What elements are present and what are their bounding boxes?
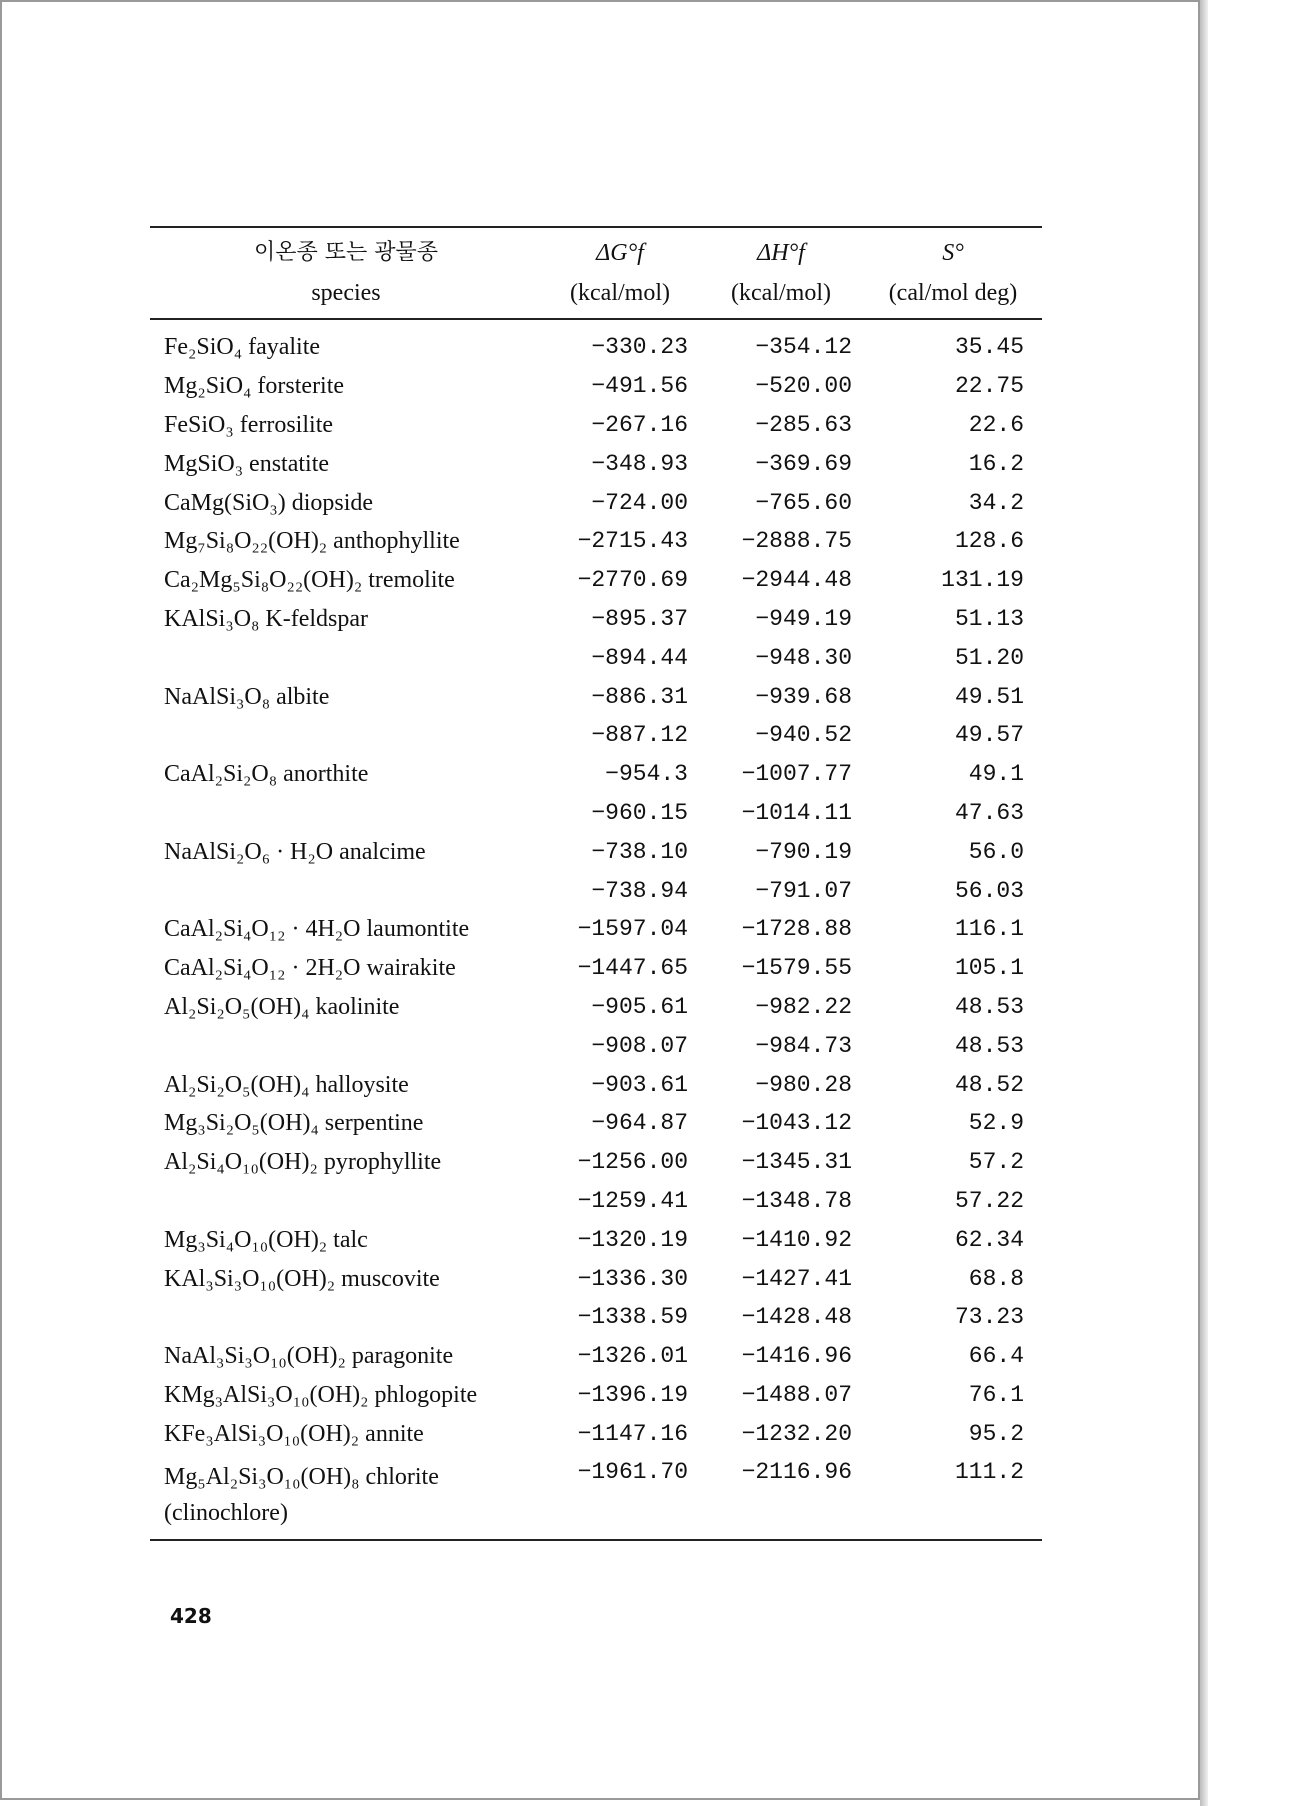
gibbs-value-cell: −1326.01: [577, 1343, 688, 1370]
header-species-ko: 이온종 또는 광물종: [253, 240, 438, 265]
species-cell: [150, 601, 542, 637]
entropy-value-cell: 105.1: [954, 955, 1024, 982]
enthalpy-value-cell: −984.73: [755, 1032, 852, 1059]
enthalpy-value-cell: −354.12: [755, 334, 852, 361]
entropy-value-cell: 111.2: [954, 1459, 1024, 1486]
enthalpy-value-cell: −1728.88: [741, 916, 852, 943]
enthalpy-value-cell: −980.28: [755, 1071, 852, 1098]
species-name: CaAl₂Si₄O₁₂ · 2H₂O wairakite: [164, 955, 456, 982]
species-cell: [150, 407, 542, 443]
enthalpy-value-cell: −1348.78: [741, 1187, 852, 1214]
bottom-rule: [150, 1539, 1042, 1541]
species-cell: [150, 1067, 542, 1103]
gibbs-value-cell: −2770.69: [577, 567, 688, 594]
table-header: [150, 228, 1042, 318]
header-entropy-symbol: S°: [942, 240, 964, 266]
species-cell: [150, 1261, 542, 1297]
gibbs-value-cell: −905.61: [591, 993, 688, 1020]
gibbs-value-cell: −903.61: [591, 1071, 688, 1098]
gibbs-value-cell: −1336.30: [577, 1265, 688, 1292]
table-row: [150, 483, 1042, 522]
gibbs-value-cell: −2715.43: [577, 528, 688, 555]
gibbs-value-cell: −1338.59: [577, 1304, 688, 1331]
entropy-value-cell: 131.19: [941, 567, 1024, 594]
entropy-value-cell: 73.23: [954, 1304, 1024, 1331]
entropy-value-cell: 48.52: [954, 1071, 1024, 1098]
header-species: [150, 228, 542, 318]
species-cell: [150, 329, 542, 365]
enthalpy-value-cell: −369.69: [755, 450, 852, 477]
enthalpy-value-cell: −2888.75: [741, 528, 852, 555]
entropy-value-cell: 51.13: [954, 605, 1024, 632]
enthalpy-value-cell: −949.19: [755, 605, 852, 632]
header-gibbs-symbol: ΔG°f: [596, 240, 644, 266]
enthalpy-value-cell: −2116.96: [741, 1459, 852, 1486]
gibbs-value-cell: −738.94: [591, 877, 688, 904]
table-row: [150, 600, 1042, 639]
enthalpy-value-cell: −791.07: [755, 877, 852, 904]
table-row: [150, 1376, 1042, 1415]
table-row: [150, 444, 1042, 483]
table-row: [150, 1143, 1042, 1182]
entropy-value-cell: 52.9: [968, 1110, 1024, 1137]
species-name: Mg₇Si₈O₂₂(OH)₂ anthophyllite: [164, 528, 460, 555]
table-row: [150, 638, 1042, 677]
species-name: Mg₂SiO₄ forsterite: [164, 373, 345, 400]
gibbs-value-cell: −1259.41: [577, 1187, 688, 1214]
gibbs-value-cell: −894.44: [591, 644, 688, 671]
species-name: Al₂Si₂O₅(OH)₄ halloysite: [164, 1071, 409, 1098]
header-enthalpy-symbol: ΔH°f: [757, 240, 805, 266]
species-cell: [150, 989, 542, 1025]
enthalpy-value-cell: −1427.41: [741, 1265, 852, 1292]
table-row: [150, 1298, 1042, 1337]
table-row: [150, 949, 1042, 988]
entropy-value-cell: 49.57: [954, 722, 1024, 749]
species-cell: [150, 679, 542, 715]
entropy-value-cell: 128.6: [954, 528, 1024, 555]
table-row: [150, 1026, 1042, 1065]
entropy-value-cell: 56.0: [968, 838, 1024, 865]
table-row: [150, 406, 1042, 445]
gibbs-value-cell: −886.31: [591, 683, 688, 710]
page-edge-shadow: [1200, 0, 1208, 1806]
enthalpy-value-cell: −520.00: [755, 373, 852, 400]
gibbs-value-cell: −887.12: [591, 722, 688, 749]
table-row: [150, 988, 1042, 1027]
enthalpy-value-cell: −790.19: [755, 838, 852, 865]
gibbs-value-cell: −1396.19: [577, 1381, 688, 1408]
header-enthalpy: [698, 228, 864, 318]
header-gibbs: [542, 228, 698, 318]
gibbs-value-cell: −1320.19: [577, 1226, 688, 1253]
table-row: [150, 1259, 1042, 1298]
table-row: [150, 561, 1042, 600]
species-cell: [150, 1144, 542, 1180]
species-name: KAl₃Si₃O₁₀(OH)₂ muscovite: [164, 1265, 440, 1292]
header-entropy: [864, 228, 1042, 318]
enthalpy-value-cell: −948.30: [755, 644, 852, 671]
species-name: Al₂Si₄O₁₀(OH)₂ pyrophyllite: [164, 1149, 442, 1176]
entropy-value-cell: 68.8: [968, 1265, 1024, 1292]
entropy-value-cell: 49.1: [968, 761, 1024, 788]
enthalpy-value-cell: −939.68: [755, 683, 852, 710]
enthalpy-value-cell: −765.60: [755, 489, 852, 516]
table-row: [150, 1337, 1042, 1376]
entropy-value-cell: 35.45: [954, 334, 1024, 361]
species-name: Ca₂Mg₅Si₈O₂₂(OH)₂ tremolite: [164, 567, 455, 594]
species-cell: [150, 1416, 542, 1452]
entropy-value-cell: 56.03: [954, 877, 1024, 904]
gibbs-value-cell: −738.10: [591, 838, 688, 865]
gibbs-value-cell: −908.07: [591, 1032, 688, 1059]
species-name: KFe₃AlSi₃O₁₀(OH)₂ annite: [164, 1420, 424, 1447]
gibbs-value-cell: −330.23: [591, 334, 688, 361]
gibbs-value-cell: −895.37: [591, 605, 688, 632]
entropy-value-cell: 95.2: [968, 1420, 1024, 1447]
table-row: [150, 677, 1042, 716]
table-row: [150, 328, 1042, 367]
enthalpy-value-cell: −1232.20: [741, 1420, 852, 1447]
entropy-value-cell: 48.53: [954, 993, 1024, 1020]
table-row: [150, 367, 1042, 406]
enthalpy-value-cell: −1345.31: [741, 1149, 852, 1176]
species-name: FeSiO₃ ferrosilite: [164, 411, 334, 438]
gibbs-value-cell: −1256.00: [577, 1149, 688, 1176]
header-species-en: species: [311, 280, 381, 306]
species-cell: [150, 911, 542, 947]
gibbs-value-cell: −267.16: [591, 411, 688, 438]
table-row: [150, 1414, 1042, 1453]
enthalpy-value-cell: −1488.07: [741, 1381, 852, 1408]
table-row: [150, 1065, 1042, 1104]
species-cell: [150, 368, 542, 404]
species-name: CaMg(SiO₃) diopside: [164, 489, 374, 516]
species-name: NaAlSi₃O₈ albite: [164, 683, 330, 710]
species-name: NaAlSi₂O₆ · H₂O analcime: [164, 838, 426, 865]
species-cell: [150, 1459, 542, 1531]
species-cell: [150, 523, 542, 559]
gibbs-value-cell: −954.3: [605, 761, 688, 788]
enthalpy-value-cell: −940.52: [755, 722, 852, 749]
species-cell: [150, 1105, 542, 1141]
entropy-value-cell: 62.34: [954, 1226, 1024, 1253]
entropy-value-cell: 66.4: [968, 1343, 1024, 1370]
table-row: [150, 1104, 1042, 1143]
species-name: MgSiO₃ enstatite: [164, 450, 330, 477]
entropy-value-cell: 16.2: [968, 450, 1024, 477]
header-enthalpy-unit: (kcal/mol): [731, 280, 831, 306]
species-name: CaAl₂Si₄O₁₂ · 4H₂O laumontite: [164, 916, 470, 943]
entropy-value-cell: 22.75: [954, 373, 1024, 400]
page-number: 428: [170, 1604, 212, 1628]
gibbs-value-cell: −724.00: [591, 489, 688, 516]
gibbs-value-cell: −1447.65: [577, 955, 688, 982]
enthalpy-value-cell: −2944.48: [741, 567, 852, 594]
species-cell: [150, 562, 542, 598]
header-entropy-unit: (cal/mol deg): [888, 280, 1018, 306]
species-cell: [150, 1222, 542, 1258]
species-cell: [150, 834, 542, 870]
entropy-value-cell: 49.51: [954, 683, 1024, 710]
entropy-value-cell: 48.53: [954, 1032, 1024, 1059]
species-name: Fe₂SiO₄ fayalite: [164, 334, 321, 361]
gibbs-value-cell: −964.87: [591, 1110, 688, 1137]
species-name: Al₂Si₂O₅(OH)₄ kaolinite: [164, 993, 400, 1020]
entropy-value-cell: 57.22: [954, 1187, 1024, 1214]
enthalpy-value-cell: −1416.96: [741, 1343, 852, 1370]
table-row: [150, 910, 1042, 949]
enthalpy-value-cell: −1428.48: [741, 1304, 852, 1331]
species-name: KMg₃AlSi₃O₁₀(OH)₂ phlogopite: [164, 1381, 478, 1408]
table-body: [150, 320, 1042, 1539]
gibbs-value-cell: −348.93: [591, 450, 688, 477]
species-name-continued: (clinochlore): [164, 1500, 288, 1527]
enthalpy-value-cell: −1410.92: [741, 1226, 852, 1253]
entropy-value-cell: 51.20: [954, 644, 1024, 671]
entropy-value-cell: 57.2: [968, 1149, 1024, 1176]
enthalpy-value-cell: −1007.77: [741, 761, 852, 788]
enthalpy-value-cell: −1043.12: [741, 1110, 852, 1137]
species-name: KAlSi₃O₈ K-feldspar: [164, 605, 369, 632]
gibbs-value-cell: −960.15: [591, 799, 688, 826]
species-cell: [150, 485, 542, 521]
gibbs-value-cell: −1597.04: [577, 916, 688, 943]
table-row: [150, 871, 1042, 910]
gibbs-value-cell: −1147.16: [577, 1420, 688, 1447]
table-row: [150, 716, 1042, 755]
entropy-value-cell: 76.1: [968, 1381, 1024, 1408]
species-cell: [150, 950, 542, 986]
gibbs-value-cell: −491.56: [591, 373, 688, 400]
entropy-value-cell: 22.6: [968, 411, 1024, 438]
species-cell: [150, 1338, 542, 1374]
table-row: [150, 794, 1042, 833]
species-name: Mg₃Si₂O₅(OH)₄ serpentine: [164, 1110, 424, 1137]
enthalpy-value-cell: −982.22: [755, 993, 852, 1020]
species-name: Mg₃Si₄O₁₀(OH)₂ talc: [164, 1226, 368, 1253]
table-row: [150, 1220, 1042, 1259]
entropy-value-cell: 47.63: [954, 799, 1024, 826]
entropy-value-cell: 116.1: [954, 916, 1024, 943]
table-row: [150, 755, 1042, 794]
species-cell: [150, 1377, 542, 1413]
enthalpy-value-cell: −285.63: [755, 411, 852, 438]
enthalpy-value-cell: −1579.55: [741, 955, 852, 982]
table-row: [150, 1453, 1042, 1531]
header-gibbs-unit: (kcal/mol): [570, 280, 670, 306]
gibbs-value-cell: −1961.70: [577, 1459, 688, 1486]
thermodynamic-data-table: [150, 226, 1042, 1541]
species-name: CaAl₂Si₂O₈ anorthite: [164, 761, 369, 788]
table-row: [150, 832, 1042, 871]
entropy-value-cell: 34.2: [968, 489, 1024, 516]
table-row: [150, 1182, 1042, 1221]
species-cell: [150, 756, 542, 792]
table-row: [150, 522, 1042, 561]
species-cell: [150, 446, 542, 482]
species-name: Mg₅Al₂Si₃O₁₀(OH)₈ chlorite: [164, 1464, 439, 1491]
enthalpy-value-cell: −1014.11: [741, 799, 852, 826]
species-name: NaAl₃Si₃O₁₀(OH)₂ paragonite: [164, 1343, 454, 1370]
